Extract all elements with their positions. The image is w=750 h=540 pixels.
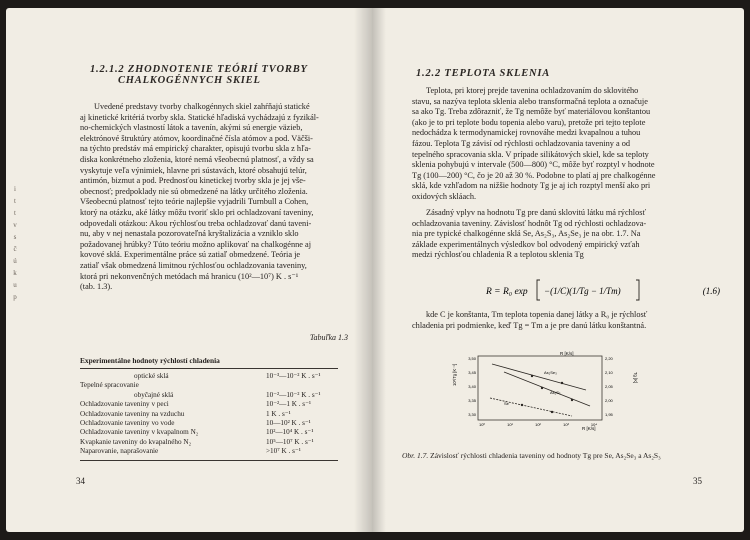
right-tick-labels: [605, 356, 614, 417]
right-body-1: [412, 86, 712, 203]
data-point: [551, 411, 553, 413]
figure-caption-label: Obr. 1.7.: [402, 451, 429, 460]
margin-mark: s: [13, 233, 17, 241]
tick-label: 2,20: [605, 356, 613, 361]
series-line-se: [490, 398, 572, 416]
data-point: [561, 382, 563, 384]
section-heading: [90, 64, 350, 86]
table-cell-value: 10⁻³—10⁻² K . s⁻¹: [266, 372, 321, 380]
tick-label: 10²: [535, 422, 541, 427]
table-cell-label: Ochladzovanie taveniny na vzduchu: [80, 409, 185, 418]
margin-mark: ú: [13, 257, 17, 265]
figure-1-7: [452, 350, 642, 432]
text-line: oxidových skláach.: [412, 191, 477, 201]
table-rows: [80, 372, 338, 457]
table-cell-label: Tepelné spracovanie: [80, 381, 139, 390]
text-line: zatiaľ však obmedzená limitnou rýchlosťou ochladzovania taveniny,: [80, 260, 307, 270]
series-label-as2se3: As₂Se₃: [544, 370, 557, 375]
margin-marks: [10, 183, 20, 303]
tick-label: 2,10: [605, 370, 613, 375]
margin-mark: t: [14, 197, 16, 205]
left-page: [6, 8, 372, 532]
margin-mark: t: [14, 209, 16, 217]
gutter-shadow: [372, 8, 386, 532]
table-row: [80, 438, 338, 447]
tick-label: 3,50: [468, 356, 476, 361]
table-top-rule: [80, 368, 338, 369]
text-line: elektrónové štruktúry atómov, koordinačné čísla atómov a pod. Väčši-: [80, 133, 313, 143]
text-line: sa ako Tg. Treba zdôrazniť, že Tg nemôže byť materiálovou konštantou: [412, 107, 651, 117]
table-cell-label: Ochladzovanie taveniny v kvapalnom N₂: [80, 428, 199, 437]
table-row: [80, 381, 338, 390]
figure-caption-text: Závislosť rýchlosti chladenia taveniny od hodnoty Tg pre Se, As₂Se₃ a As₂S₃: [430, 451, 661, 460]
table-cell-label: Naparovanie, naprašovanie: [80, 447, 159, 456]
tick-label: 3,40: [468, 384, 476, 389]
figure-bottom-axis-label: R [K/s]: [582, 426, 596, 431]
tick-label: 10³: [563, 422, 569, 427]
table-row: [80, 419, 338, 428]
data-point: [541, 387, 543, 389]
heading-line-2: CHALKOGÉNNYCH SKIEL: [118, 75, 261, 86]
table-cell-value: [266, 381, 338, 390]
data-point: [521, 404, 523, 406]
text-line: nia pre typické chalkogénne sklá Se, As₂S₃, As₂Se₃ je na obr. 1.7. Na: [412, 229, 641, 239]
text-line: kovové sklá. Experimentálne práce sú zatiaľ obmedzené. Teória je: [80, 250, 301, 260]
figure-y-left-label: 10³/Tg [K⁻¹]: [452, 364, 457, 386]
data-point: [531, 375, 533, 377]
text-line: no-chemických vlastností látok a tavenín, akými sú energie väzieb,: [80, 123, 303, 133]
table-row: [80, 428, 338, 437]
table-title: Experimentálne hodnoty rýchlostí chladenia: [80, 356, 220, 365]
table-row: [80, 372, 338, 381]
text-line: požadovanej hrúbky? Túto teóriu možno aplikovať na chalkogénne aj: [80, 239, 312, 249]
tick-label: 10⁰: [478, 422, 486, 427]
text-line: Zásadný vplyv na hodnotu Tg pre danú sklovitú látku má rýchlosť: [426, 208, 646, 217]
tick-label: 3,35: [468, 398, 476, 403]
text-line: Uvedené predstavy tvorby chalkogénnych skiel zahŕňajú statické: [94, 102, 310, 111]
text-line: medzi rýchlosťou chladenia R a teplotou sklenia Tg: [412, 250, 584, 260]
figure-graph: [452, 350, 642, 432]
page-number-right: 35: [693, 476, 702, 486]
text-line: vyskytuje veľa výnimiek, hlavne pri sústavách, ktoré obsahujú telúr,: [80, 165, 307, 175]
text-line: odpovedali otázkou: Akou rýchlosťou treba ochladzovať danú taveni-: [80, 218, 312, 228]
heading-line-1: 1.2.1.2 ZHODNOTENIE TEÓRIÍ TVORBY: [90, 64, 308, 75]
tick-label: 10¹: [507, 422, 513, 427]
tick-label: 2,05: [605, 384, 613, 389]
formula-number: (1.6): [702, 286, 720, 296]
text-line: ochladzovania taveniny. Závislosť hodnôt Tg od rýchlosti ochladzova-: [412, 218, 647, 228]
text-line: aj kinetické kritériá tvorby skla. Statické hľadiská vychádzajú z fyzikál-: [80, 112, 319, 122]
table-cell-label: Ochladzovanie taveniny v peci: [80, 400, 169, 409]
text-line: diska konkrétneho zloženia, ktoré nemá všeobecnú platnosť, a vždy sa: [80, 154, 314, 164]
margin-mark: i: [14, 185, 16, 193]
series-label-as2s3: As₂S₃: [550, 390, 561, 395]
right-body-2: [412, 208, 712, 261]
table-bottom-rule: [80, 460, 338, 461]
text-line: obecnosť; predpoklady nie sú obmedzené na látky určitého zloženia.: [80, 186, 308, 196]
series-line-as2s3: [504, 372, 590, 406]
tick-label: 10⁴: [590, 422, 598, 427]
text-line: ktorá pri nekonvenčných metódach má hranicu (10²—10⁷) K . s⁻¹: [80, 271, 299, 281]
formula-body: −(1/C)(1/Tg − 1/Tm): [544, 286, 621, 296]
text-line: (tab. 1.3).: [80, 282, 113, 292]
table-cell-label: Ochladzovanie taveniny vo vode: [80, 418, 175, 427]
text-line: Teplota, pri ktorej prejde tavenina ochladzovaním do sklovitého: [426, 86, 639, 95]
x-tick-labels: [479, 422, 597, 427]
text-line: ktorý na otázku, aké látky môžu tvoriť sklo pri ochladzovaní taveniny,: [80, 207, 314, 217]
gutter-shadow: [354, 8, 372, 532]
text-line: sklenia pohybujú v intervale (500—800) °C, môže byť rozptyl v hodnote: [412, 160, 655, 170]
text-line: Všeobecnú platnosť tejto teórie najlepšie vyjadrili Turnbull a Cohen,: [80, 197, 309, 207]
table-cell-value: 10⁻²—10⁻² K . s⁻¹: [266, 390, 321, 399]
margin-mark: p: [13, 293, 17, 301]
table-cell-value: 10—10² K . s⁻¹: [266, 418, 311, 427]
figure-top-axis-label: R [K/s]: [560, 351, 574, 356]
margin-mark: v: [13, 221, 17, 229]
data-table: [80, 356, 338, 461]
table-row: [80, 391, 338, 400]
table-caption: Tabuľka 1.3: [309, 333, 348, 342]
section-heading-right: 1.2.2 TEPLOTA SKLENIA: [416, 68, 551, 79]
text-line: (ako je to pri teplote bodu topenia alebo varu), pretože pri tejto teplote: [412, 117, 646, 127]
table-row: [80, 447, 338, 456]
text-line: Tg (100—200) °C, čo je 20 až 30 %. Podobne to platí aj pre chalkogénne: [412, 170, 656, 180]
text-line: nu, aby v nej nenastala pozorovateľná kryštalizácia a vzniklo sklo: [80, 229, 299, 239]
left-tick-labels: [468, 356, 477, 417]
text-line: sklá, kde vzhľadom na nižšie hodnoty Tg je aj ich rozptyl menší ako pri: [412, 181, 651, 191]
table-cell-label: obyčajné sklá: [134, 390, 174, 399]
table-cell-value: >10⁷ K . s⁻¹: [266, 447, 301, 456]
formula-svg: [468, 276, 744, 304]
right-body-3: [412, 310, 712, 331]
text-line: na týchto predstáv má empirický charakter, opisujú tvorbu skla z hľa-: [80, 144, 311, 154]
text-line: základe experimentálnych výsledkov bol odvodený empirický vzťah: [412, 239, 640, 249]
table-cell-label: Kvapkanie taveniny do kvapalného N₂: [80, 437, 192, 446]
table-cell-value: 10⁵—10⁷ K . s⁻¹: [266, 437, 314, 446]
table-cell-value: 1 K . s⁻¹: [266, 409, 291, 418]
margin-mark: k: [13, 269, 17, 277]
text-line: chladenia pri podmienke, keď Tg = Tm a je pre danú látku konštantná.: [412, 320, 647, 330]
table-cell-value: 10²—10⁴ K . s⁻¹: [266, 428, 314, 437]
text-line: tepelného spracovania skla. V prípade silikátových skiel, kde sa teploty: [412, 149, 649, 159]
figure-y-right-label: Tg [K]: [633, 372, 638, 384]
margin-mark: č: [13, 245, 17, 253]
formula-lhs: R = R₀ exp: [486, 287, 528, 297]
text-line: nedochádza k termodynamickej rovnováhe medzi kvapalnou a tuhou: [412, 128, 641, 138]
text-line: stavu, sa nazýva teplota sklenia alebo transformačná teplota a označuje: [412, 96, 648, 106]
formula: [468, 276, 744, 304]
figure-caption: [402, 451, 722, 461]
tick-label: 3,45: [468, 370, 476, 375]
table-cell-value: 10⁻²—1 K . s⁻¹: [266, 400, 312, 409]
text-line: kde C je konštanta, Tm teplota topenia danej látky a R₀ je rýchlosť: [426, 310, 648, 319]
right-page: [372, 8, 744, 532]
page-number-left: 34: [76, 476, 85, 486]
tick-label: 1,95: [605, 412, 613, 417]
tick-label: 3,30: [468, 412, 476, 417]
table-cell-label: optické sklá: [134, 372, 169, 380]
table-row: [80, 400, 338, 409]
text-line: fázou. Teplota Tg závisí od rýchlosti ochladzovania taveniny a od: [412, 138, 630, 148]
text-line: antimón, bizmut a pod. Prednosťou kinetickej tvorby skla je jej vše-: [80, 176, 306, 186]
left-body: [80, 102, 342, 293]
margin-mark: u: [13, 281, 17, 289]
series-label-se: Se: [504, 401, 509, 406]
data-point: [571, 399, 573, 401]
table-row: [80, 410, 338, 419]
tick-label: 2,00: [605, 398, 613, 403]
